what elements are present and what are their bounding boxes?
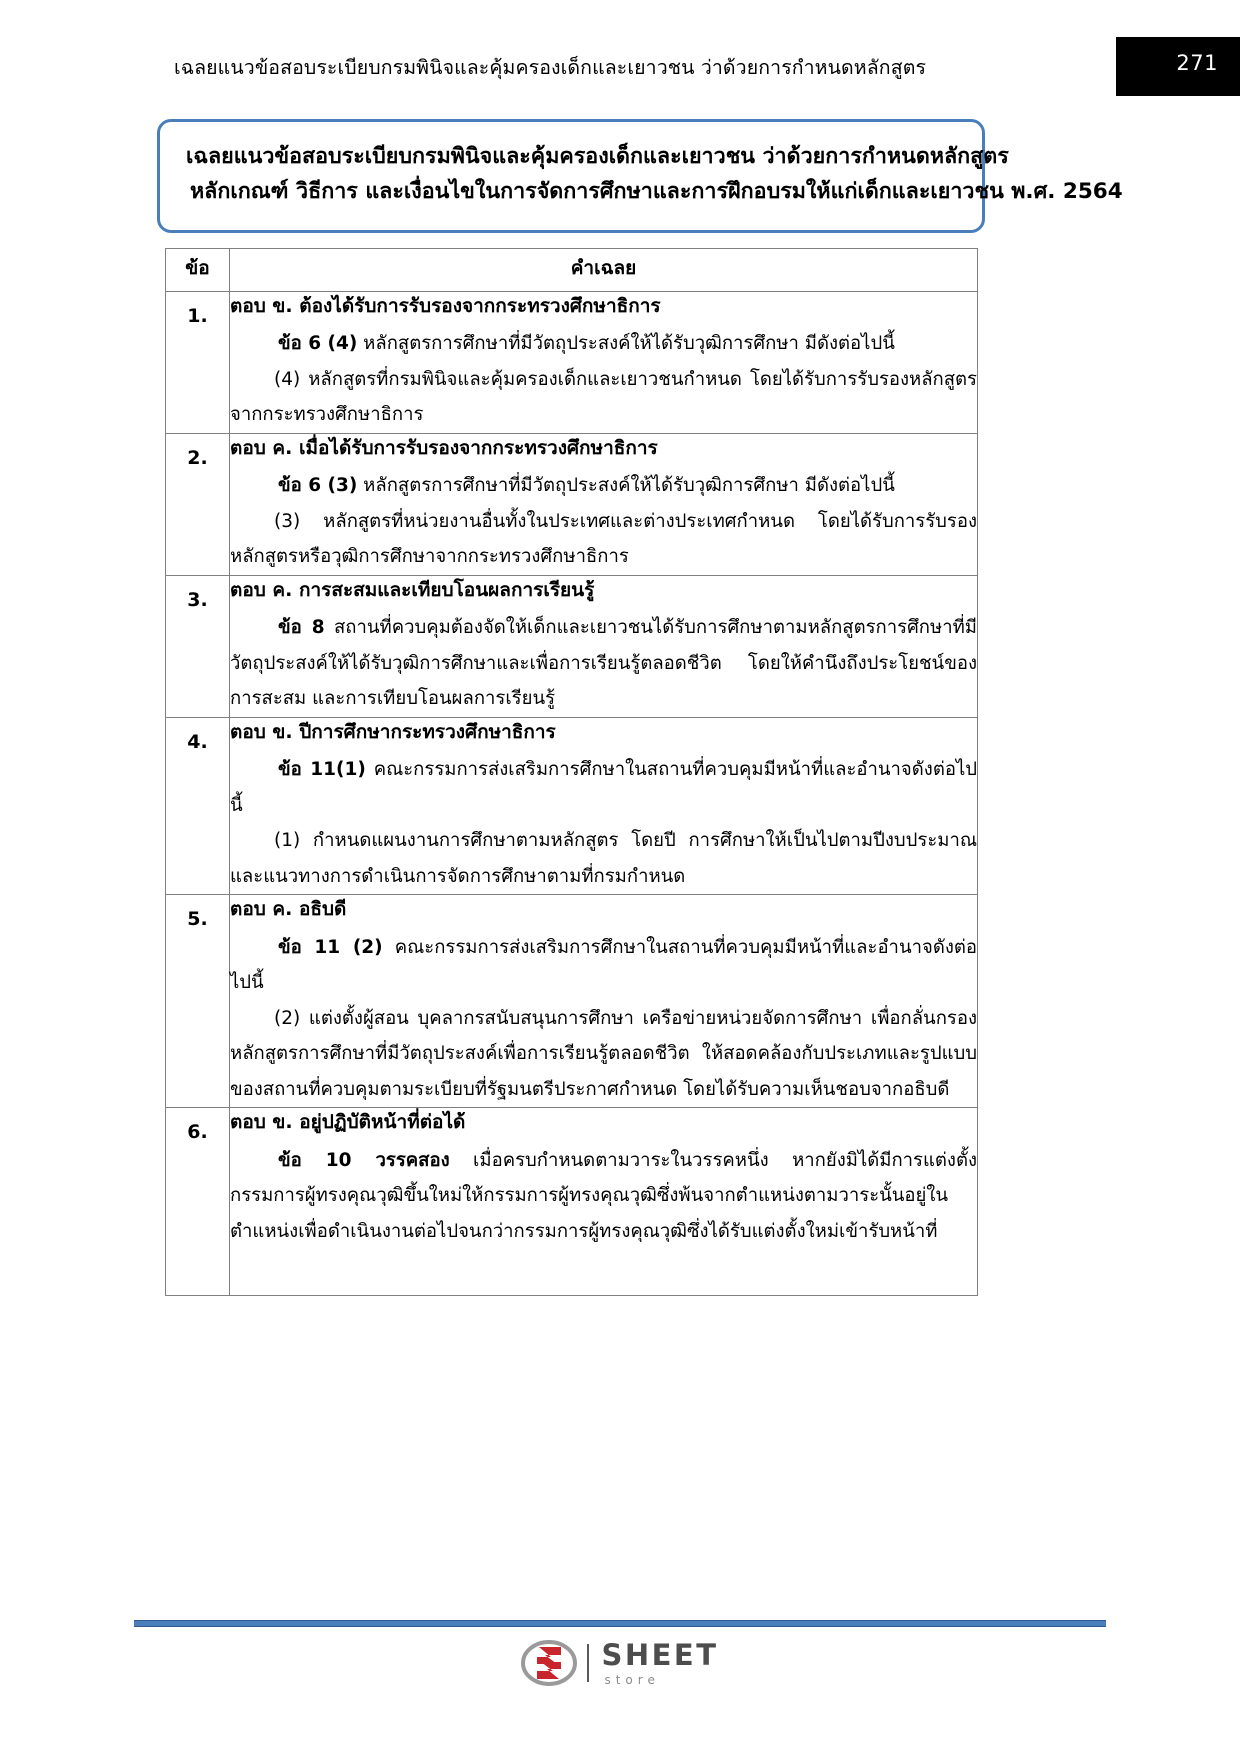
- answer-reference-paragraph: [230, 752, 977, 823]
- table-row: [166, 895, 978, 1108]
- row-number: 5.: [187, 908, 208, 931]
- row-answer-cell: [230, 291, 978, 433]
- column-header-number: [166, 249, 230, 292]
- table-row: [166, 1108, 978, 1296]
- answer-heading: ตอบ ข. ปีการศึกษากระทรวงศึกษาธิการ: [230, 720, 556, 743]
- table-header-row: [166, 249, 978, 292]
- answer-reference-paragraph: [230, 1143, 977, 1250]
- answer-reference-paragraph: [230, 610, 977, 717]
- row-number-cell: [166, 1108, 230, 1296]
- answer-heading: ตอบ ค. อธิบดี: [230, 898, 347, 921]
- table-row: [166, 575, 978, 717]
- clause-reference: ข้อ 8: [278, 617, 325, 639]
- footer-logo: [0, 1638, 1240, 1688]
- document-title-line-2: หลักเกณฑ์ วิธีการ และเงื่อนไขในการจัดการศึกษาและการฝึกอบรมให้แก่เด็กและเยาวชน พ.ศ. 2564: [190, 178, 1123, 204]
- logo-primary-text: SHEET: [601, 1637, 719, 1672]
- answer-body-text: (2) แต่งตั้งผู้สอน บุคลากรสนับสนุนการศึกษา เครือข่ายหน่วยจัดการศึกษา เพื่อกลั่นกรองหลักสูตรการศึกษาที่มีวัตถุประสงค์เพื่อการเรียนรู้ตลอดชีวิต ให้สอดคล้องกับประเภทและรูปแบบของสถานที่ควบคุมตามระเบียบที่รัฐมนตรีประกาศกำหนด โดยได้รับความเห็นชอบจากอธิบดี: [230, 1007, 977, 1100]
- clause-reference: ข้อ 11(1): [278, 759, 366, 781]
- row-number-cell: [166, 895, 230, 1108]
- row-answer-cell: [230, 717, 978, 895]
- clause-reference: ข้อ 10 วรรคสอง: [278, 1149, 450, 1171]
- clause-reference-text: เมื่อครบกำหนดตามวาระในวรรคหนึ่ง หากยังมิได้มีการแต่งตั้งกรรมการผู้ทรงคุณวุฒิขึ้นใหม่ให้กรรมการผู้ทรงคุณวุฒิซึ่งพ้นจากตำแหน่งตามวาระนั้นอยู่ในตำแหน่งเพื่อดำเนินงานต่อไปจนกว่ากรรมการผู้ทรงคุณวุฒิซึ่งได้รับแต่งตั้งใหม่เข้ารับหน้าที่: [230, 1149, 977, 1242]
- answer-body-text: (3) หลักสูตรที่หน่วยงานอื่นทั้งในประเทศและต่างประเทศกำหนด โดยได้รับการรับรองหลักสูตรหรือวุฒิการศึกษาจากกระทรวงศึกษาธิการ: [230, 510, 977, 568]
- document-title-box: [157, 119, 1123, 233]
- clause-reference-text: หลักสูตรการศึกษาที่มีวัตถุประสงค์ให้ได้รับวุฒิการศึกษา มีดังต่อไปนี้: [357, 475, 895, 497]
- answer-key-table: [165, 248, 978, 1296]
- row-answer-cell: [230, 895, 978, 1108]
- running-header-title: เฉลยแนวข้อสอบระเบียบกรมพินิจและคุ้มครองเด็กและเยาวชน ว่าด้วยการกำหนดหลักสูตร: [173, 56, 927, 79]
- row-number: 6.: [187, 1121, 208, 1144]
- answer-body-paragraph: [230, 823, 977, 894]
- logo-divider: [587, 1644, 589, 1682]
- row-number-cell: [166, 433, 230, 575]
- clause-reference-text: สถานที่ควบคุมต้องจัดให้เด็กและเยาวชนได้รับการศึกษาตามหลักสูตรการศึกษาที่มีวัตถุประสงค์ให้ได้รับวุฒิการศึกษาและเพื่อการเรียนรู้ตลอดชีวิต โดยให้คำนึงถึงประโยชน์ของการสะสม และการเทียบโอนผลการเรียนรู้: [230, 617, 977, 710]
- answer-heading: ตอบ ข. ต้องได้รับการรับรองจากกระทรวงศึกษาธิการ: [230, 294, 661, 317]
- row-number-cell: [166, 575, 230, 717]
- row-number-cell: [166, 291, 230, 433]
- clause-reference: ข้อ 11 (2): [278, 936, 383, 958]
- row-bottom-spacer: [230, 1249, 977, 1295]
- column-header-answer-label: คำเฉลย: [570, 257, 637, 279]
- sheet-store-logo-icon: [521, 1638, 577, 1688]
- answer-body-paragraph: [230, 1001, 977, 1108]
- answer-heading: ตอบ ค. การสะสมและเทียบโอนผลการเรียนรู้: [230, 578, 595, 601]
- clause-reference: ข้อ 6 (3): [278, 475, 358, 497]
- row-number: 3.: [187, 588, 208, 611]
- answer-body-text: (4) หลักสูตรที่กรมพินิจและคุ้มครองเด็กและเยาวชนกำหนด โดยได้รับการรับรองหลักสูตรจากกระทรวงศึกษาธิการ: [230, 368, 977, 426]
- row-answer-cell: [230, 433, 978, 575]
- row-answer-cell: [230, 1108, 978, 1296]
- footer-divider-rule: [134, 1620, 1106, 1627]
- clause-reference-text: คณะกรรมการส่งเสริมการศึกษาในสถานที่ควบคุมมีหน้าที่และอำนาจดังต่อไปนี้: [230, 759, 977, 816]
- row-number: 4.: [187, 730, 208, 753]
- answer-heading: ตอบ ข. อยู่ปฏิบัติหน้าที่ต่อได้: [230, 1111, 466, 1134]
- column-header-number-label: ข้อ: [185, 257, 210, 279]
- answer-body-text: (1) กำหนดแผนงานการศึกษาตามหลักสูตร โดยปี การศึกษาให้เป็นไปตามปีงบประมาณและแนวทางการดำเนินการจัดการศึกษาตามที่กรมกำหนด: [230, 830, 977, 887]
- clause-reference-text: หลักสูตรการศึกษาที่มีวัตถุประสงค์ให้ได้รับวุฒิการศึกษา มีดังต่อไปนี้: [357, 333, 895, 355]
- logo-secondary-text: store: [604, 1672, 660, 1687]
- clause-reference: ข้อ 6 (4): [278, 333, 358, 355]
- page-header: [0, 0, 1240, 106]
- row-number: 1.: [187, 304, 208, 327]
- document-title-line-1: เฉลยแนวข้อสอบระเบียบกรมพินิจและคุ้มครองเด็กและเยาวชน ว่าด้วยการกำหนดหลักสูตร: [186, 144, 1009, 169]
- answer-heading: ตอบ ค. เมื่อได้รับการรับรองจากกระทรวงศึกษาธิการ: [230, 436, 658, 459]
- row-number: 2.: [187, 446, 208, 469]
- table-row: [166, 291, 978, 433]
- table-row: [166, 433, 978, 575]
- answer-body-paragraph: [230, 362, 977, 433]
- answer-reference-paragraph: [230, 930, 977, 1001]
- row-number-cell: [166, 717, 230, 895]
- row-answer-cell: [230, 575, 978, 717]
- page-number: 271: [1176, 51, 1218, 75]
- table-row: [166, 717, 978, 895]
- logo-wordmark: [601, 1637, 719, 1687]
- column-header-answer: [230, 249, 978, 292]
- answer-body-paragraph: [230, 504, 977, 575]
- answer-reference-paragraph: [230, 326, 977, 362]
- page-number-box: [1116, 37, 1240, 96]
- clause-reference-text: คณะกรรมการส่งเสริมการศึกษาในสถานที่ควบคุมมีหน้าที่และอำนาจดังต่อไปนี้: [230, 936, 977, 994]
- answer-reference-paragraph: [230, 468, 977, 504]
